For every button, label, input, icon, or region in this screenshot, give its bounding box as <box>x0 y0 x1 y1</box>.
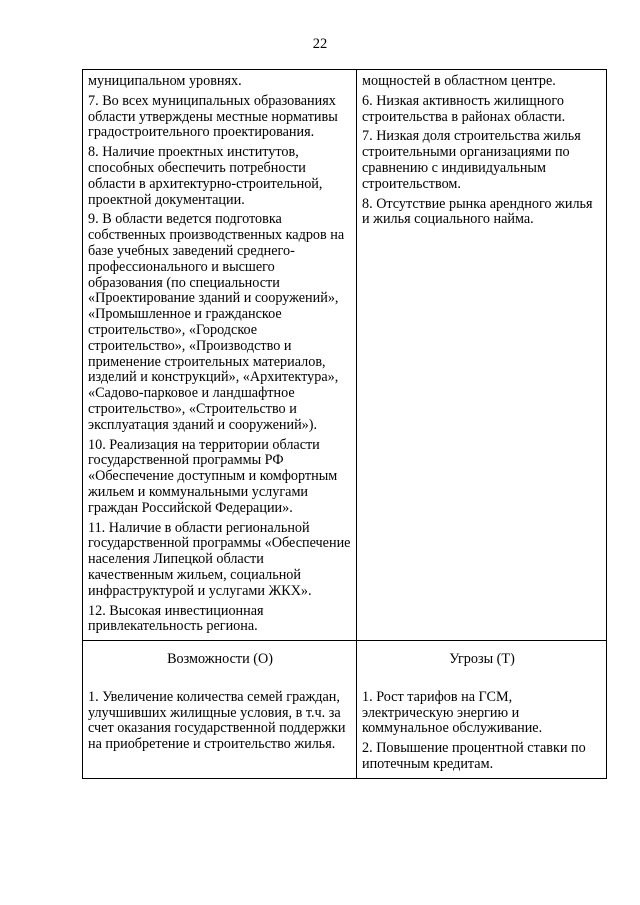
opportunity-item: 1. Увеличение количества семей граждан, улучшивших жилищные условия, в т.ч. за счет оказания государственной поддержки на приобретение и строительство жилья. <box>88 688 346 753</box>
strength-item: 8. Наличие проектных институтов, способных обеспечить потребности области в архитектурно-строительной, проектной документации. <box>88 144 323 208</box>
table-row-opportunities-threats <box>83 641 607 779</box>
opportunities-cell <box>83 641 357 779</box>
strength-item: 7. Во всех муниципальных образованиях области утверждены местные нормативы градостроительного проектирования. <box>88 92 338 141</box>
threat-item: 1. Рост тарифов на ГСМ, электрическую энергию и коммунальное обслуживание. <box>362 688 543 737</box>
table-row-strengths-weaknesses <box>83 70 607 641</box>
threats-heading: Угрозы (Т) <box>449 651 515 668</box>
weakness-item: 8. Отсутствие рынка арендного жилья и жилья социального найма. <box>362 195 593 228</box>
threats-cell <box>357 641 607 779</box>
strength-item: 11. Наличие в области региональной государственной программы «Обеспечение населения Липецкой области качественным жильем, социальной инфраструктурой и услугами ЖКХ». <box>88 519 351 599</box>
weakness-item: 6. Низкая активность жилищного строительства в районах области. <box>362 92 566 125</box>
opportunities-heading: Возможности (О) <box>167 651 273 668</box>
strengths-cell <box>83 70 357 641</box>
weaknesses-cell <box>357 70 607 641</box>
page-number: 22 <box>312 36 328 52</box>
swot-table <box>82 69 607 779</box>
weakness-item: мощностей в областном центре. <box>362 73 556 89</box>
strength-item: 12. Высокая инвестиционная привлекательность региона. <box>88 602 264 635</box>
weakness-item: 7. Низкая доля строительства жилья строительными организациями по сравнению с индивидуальным строительством. <box>362 128 581 192</box>
strength-item: 9. В области ведется подготовка собственных производственных кадров на базе учебных заведений среднего-профессионального и высшего образования (по специальности «Проектирование зданий и сооружений», «Промышленное и гражданское строительство», «Городское строительство», «Производство и применение строительных материалов, изделий и конструкций», «Архитектура», «Садово-парковое и ландшафтное строительство», «Строительство и эксплуатация зданий и сооружений»). <box>88 211 345 433</box>
threat-item: 2. Повышение процентной ставки по ипотечным кредитам. <box>362 740 586 773</box>
strength-item: муниципальном уровнях. <box>88 73 242 89</box>
strength-item: 10. Реализация на территории области государственной программы РФ «Обеспечение доступным и комфортным жильем и коммунальными услугами граждан Российской Федерации». <box>88 436 338 516</box>
